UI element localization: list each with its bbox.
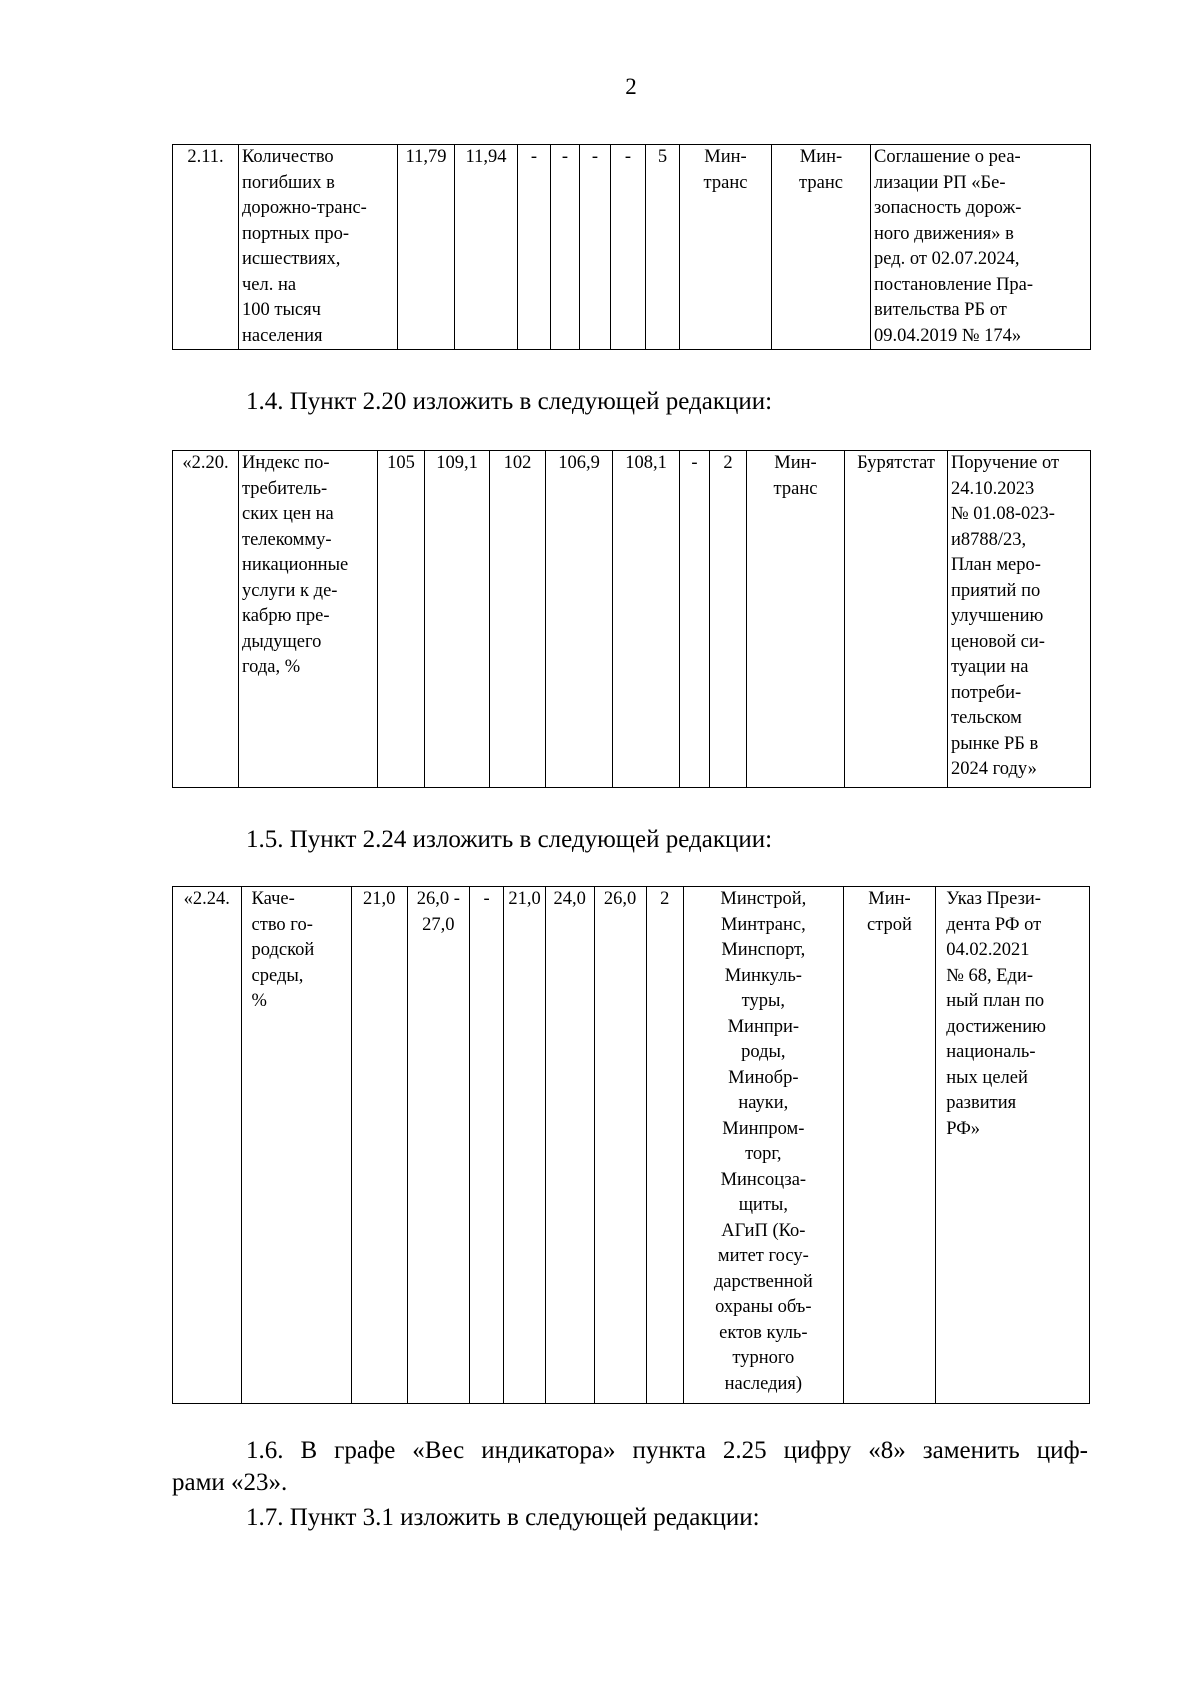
cell-line: Минпри-: [727, 1016, 800, 1037]
cell-line: лизации РП «Бе-: [874, 172, 1006, 193]
cell-line: Минтранс,: [720, 914, 806, 935]
cell-line: Количество: [242, 147, 334, 167]
table-row: [173, 451, 1091, 788]
cell-line: 09.04.2019 № 174»: [874, 325, 1022, 346]
cell-line: погибших в: [242, 172, 335, 193]
cell-line: Мин-: [774, 453, 817, 473]
cell-line: чел. на: [242, 274, 297, 295]
table-item-2-20: [172, 450, 1091, 788]
value-cell: 11,79: [398, 145, 455, 350]
cell-line: науки,: [738, 1093, 789, 1113]
table-row: [173, 145, 1091, 350]
cell-line: охраны объ-: [715, 1297, 812, 1317]
cell-line: ного движения» в: [874, 223, 1014, 244]
cell-line: постановление Пра-: [874, 274, 1034, 295]
cell-line: 26,0 -: [416, 889, 460, 909]
item-number: «2.24.: [173, 887, 242, 1404]
value-cell: 26,0: [594, 887, 646, 1404]
value-cell: -: [518, 145, 551, 350]
cell-line: 2024 году»: [951, 759, 1037, 779]
cell-line: ный план по: [946, 991, 1045, 1011]
cell-line: туации на: [951, 657, 1029, 677]
responsible-cell: [747, 451, 845, 788]
cell-line: дарственной: [713, 1271, 813, 1292]
cell-line: АГиП (Ко-: [721, 1220, 806, 1241]
indicator-name: [239, 451, 378, 788]
cell-line: 04.02.2021: [946, 940, 1030, 960]
cell-line: улучшению: [951, 606, 1044, 626]
cell-line: требитель-: [242, 478, 328, 499]
cell-line: План меро-: [951, 555, 1041, 575]
cell-line: услуги к де-: [242, 580, 338, 601]
cell-line: щиты,: [738, 1195, 788, 1215]
table-row: [173, 887, 1090, 1404]
value-cell: 11,94: [455, 145, 518, 350]
cell-line: туры,: [741, 991, 786, 1011]
indicator-name: [239, 145, 398, 350]
cell-line: Минспорт,: [721, 940, 806, 960]
value-cell: [407, 887, 469, 1404]
source-cell: [843, 887, 935, 1404]
cell-line: строй: [867, 914, 912, 935]
cell-line: телекомму-: [242, 529, 332, 550]
cell-line: наследия): [724, 1373, 803, 1394]
cell-line: турного: [732, 1348, 795, 1368]
cell-line: транс: [773, 478, 818, 499]
cell-line: транс: [703, 172, 748, 193]
cell-line: № 68, Еди-: [946, 965, 1034, 986]
cell-line: дыдущего: [242, 631, 322, 652]
cell-line: никационные: [242, 555, 349, 575]
cell-line: Поручение от: [951, 453, 1060, 473]
value-cell: 21,0: [504, 887, 546, 1404]
value-cell: 21,0: [351, 887, 407, 1404]
cell-line: родской: [251, 940, 315, 960]
cell-line: населения: [242, 325, 323, 346]
cell-line: зопасность дорож-: [874, 198, 1022, 218]
basis-cell: [871, 145, 1091, 350]
cell-line: %: [251, 991, 267, 1011]
value-cell: -: [611, 145, 646, 350]
value-cell: 102: [490, 451, 546, 788]
cell-line: кабрю пре-: [242, 606, 330, 626]
cell-line: Мин-: [799, 147, 843, 167]
cell-line: 100 тысяч: [242, 300, 321, 320]
cell-line: тельском: [951, 708, 1022, 728]
value-cell: 108,1: [613, 451, 680, 788]
cell-line: 24.10.2023: [951, 478, 1035, 499]
table-item-2-24: [172, 886, 1090, 1404]
source-cell: [772, 145, 871, 350]
cell-line: вительства РБ от: [874, 300, 1007, 320]
basis-cell: [948, 451, 1091, 788]
paragraph-1-5: 1.5. Пункт 2.24 изложить в следующей редакции:: [246, 826, 773, 853]
weight-cell: 5: [646, 145, 680, 350]
weight-cell: 2: [646, 887, 683, 1404]
cell-line: националь-: [946, 1042, 1036, 1062]
value-cell: 24,0: [545, 887, 594, 1404]
cell-line: Каче-: [251, 889, 295, 909]
value-cell: -: [580, 145, 611, 350]
cell-line: ред. от 02.07.2024,: [874, 249, 1020, 269]
item-number: 2.11.: [173, 145, 239, 350]
cell-line: 27,0: [422, 914, 455, 935]
paragraph-1-4: 1.4. Пункт 2.20 изложить в следующей редакции:: [246, 388, 773, 415]
cell-line: торг,: [745, 1144, 782, 1164]
cell-line: приятий по: [951, 580, 1041, 601]
item-number: «2.20.: [173, 451, 239, 788]
basis-cell: [936, 887, 1090, 1404]
cell-line: среды,: [251, 965, 304, 986]
cell-line: транс: [799, 172, 843, 193]
value-cell: 105: [378, 451, 425, 788]
source-cell: [845, 451, 948, 788]
weight-cell: 2: [710, 451, 747, 788]
cell-line: Минстрой,: [720, 889, 807, 909]
cell-line: Мин-: [868, 889, 911, 909]
cell-line: РФ»: [946, 1118, 981, 1139]
cell-line: Мин-: [704, 147, 747, 167]
cell-line: митет госу-: [717, 1246, 809, 1266]
cell-line: ных целей: [946, 1067, 1028, 1088]
cell-line: достижению: [946, 1016, 1046, 1037]
value-cell: -: [551, 145, 580, 350]
table-item-2-11: [172, 144, 1091, 350]
cell-line: ских цен на: [242, 504, 334, 524]
cell-line: Бурятстат: [857, 453, 935, 473]
cell-line: Соглашение о реа-: [874, 147, 1021, 167]
value-cell: 106,9: [546, 451, 613, 788]
cell-line: ство го-: [251, 914, 313, 935]
cell-line: портных про-: [242, 223, 350, 244]
cell-line: рынке РБ в: [951, 733, 1039, 754]
cell-line: ценовой си-: [951, 631, 1045, 652]
value-cell: -: [680, 451, 710, 788]
cell-line: Минсоцза-: [720, 1169, 807, 1190]
cell-line: роды,: [741, 1042, 786, 1062]
cell-line: дорожно-транс-: [242, 198, 367, 218]
cell-line: Указ Прези-: [946, 889, 1041, 909]
page-number: 2: [625, 74, 637, 99]
cell-line: года, %: [242, 657, 301, 677]
cell-line: № 01.08-023-: [951, 504, 1055, 524]
paragraph-1-6-line2: рами «23».: [172, 1469, 288, 1496]
cell-line: Минпром-: [722, 1118, 805, 1139]
cell-line: и8788/23,: [951, 529, 1027, 550]
paragraph-1-6-line1: 1.6. В графе «Вес индикатора» пункта 2.25 цифру «8» заменить циф-: [246, 1437, 1088, 1464]
value-cell: -: [469, 887, 503, 1404]
paragraph-1-6: [172, 1435, 1088, 1499]
cell-line: Индекс по-: [242, 453, 330, 473]
responsible-cell: [680, 145, 772, 350]
cell-line: развития: [946, 1093, 1017, 1113]
responsible-cell: [683, 887, 843, 1404]
indicator-name: [241, 887, 351, 1404]
value-cell: 109,1: [425, 451, 490, 788]
cell-line: ектов куль-: [719, 1322, 808, 1343]
cell-line: потреби-: [951, 682, 1022, 703]
cell-line: Минкуль-: [724, 965, 802, 986]
cell-line: Минобр-: [728, 1067, 799, 1088]
paragraph-1-7: 1.7. Пункт 3.1 изложить в следующей редакции:: [246, 1504, 760, 1531]
cell-line: исшествиях,: [242, 249, 341, 269]
cell-line: дента РФ от: [946, 914, 1042, 935]
